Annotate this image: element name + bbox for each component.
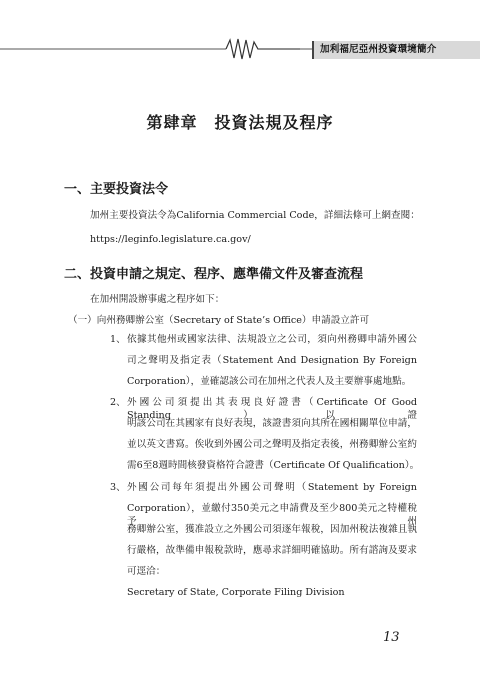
item-2-line-1: 外國公司須提出其表現良好證書（Certificate Of Good Standing）以證 (127, 397, 417, 421)
item-1-line-2: 司之聲明及指定表（Statement And Designation By Foreign (127, 355, 417, 366)
item-3-line-3: 務卿辦公室，獲准設立之外國公司須逐年報稅，因加州稅法複雜且執 (127, 524, 417, 535)
item-2-line-3: 並以英文書寫。俟收到外國公司之聲明及指定表後，州務卿辦公室約 (127, 439, 417, 450)
item-2-line-4: 需6至8週時間核發資格符合證書（Certificate Of Qualification）。 (127, 460, 420, 471)
item-2-line-2: 明該公司在其國家有良好表現，該證書須向其所在國相關單位申請， (127, 418, 417, 429)
chapter-title: 第肆章 投資法規及程序 (146, 113, 334, 132)
item-3-line-4: 行嚴格，故準備申報稅款時，應尋求詳細明確協助。所有諮詢及要求 (127, 545, 417, 556)
item-1-line-3: Corporation），並確認該公司在加州之代表人及主要辦事處地點。 (127, 376, 412, 387)
item-3-line-5: 可逕洽： (127, 566, 166, 577)
section-1-heading: 一、主要投資法令 (64, 182, 169, 197)
section-1-url: https://leginfo.legislature.ca.gov/ (90, 234, 251, 245)
item-3-line-1: 外國公司每年須提出外國公司聲明（Statement by Foreign (127, 482, 417, 493)
item-1-number: 1、 (110, 334, 126, 345)
section-2-intro: 在加州開設辦事處之程序如下： (90, 294, 225, 305)
section-1-line-1: 加州主要投資法令為California Commercial Code，詳細法條可上網查閱： (90, 210, 420, 221)
subsection-1-heading: （一）向州務卿辦公室（Secretary of State’s Office）申請設立許可 (68, 315, 370, 326)
item-1-line-1: 依據其他州或國家法律、法規設立之公司，須向州務卿申請外國公 (127, 334, 417, 345)
header-title: 加利福尼亞州投資環境簡介 (312, 41, 480, 59)
item-3-address: Secretary of State, Corporate Filing Division (127, 587, 345, 598)
item-2-number: 2、 (110, 397, 126, 408)
section-2-heading: 二、投資申請之規定、程序、應準備文件及審查流程 (64, 267, 364, 282)
item-3-line-2: Corporation），並繳付350美元之申請費及至少800美元之特權稅予州 (127, 503, 417, 527)
page-header (0, 36, 480, 62)
item-3-number: 3、 (110, 482, 126, 493)
page-number: 13 (383, 630, 400, 645)
